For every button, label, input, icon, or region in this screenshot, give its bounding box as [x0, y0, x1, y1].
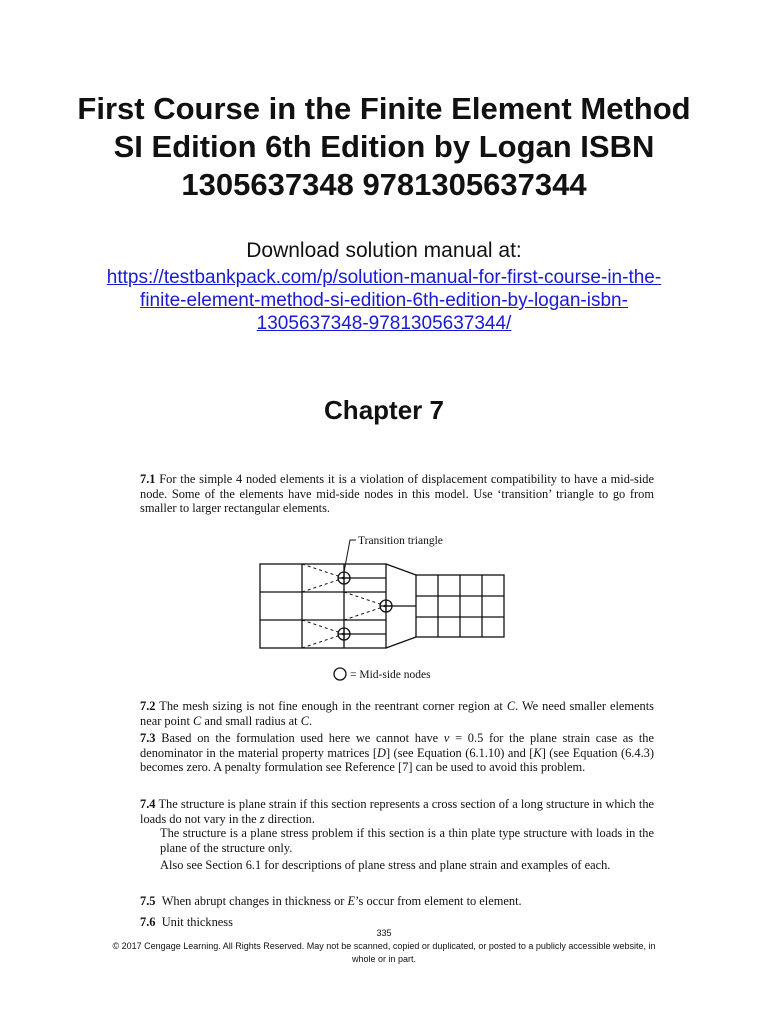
problem-text: The structure is plane strain if this section represents a cross section of a long structure in which the loads do not vary in the — [140, 797, 655, 826]
problem-7-3 — [140, 731, 654, 775]
problem-text: . — [308, 713, 313, 728]
problem-7-1 — [140, 472, 654, 516]
problem-text: Unit thickness — [161, 915, 233, 929]
problem-text: The structure is a plane stress problem if this section is a thin plate type structure with loads in the plane of the structure only. — [160, 826, 654, 855]
problem-text: ] (see Equation (6.4.3) becomes zero. A penalty formulation see Reference [7] can be used to avoid this problem. — [140, 745, 654, 775]
z-direction: z — [259, 811, 265, 826]
mesh-diagram — [250, 528, 510, 688]
problem-text: For the simple 4 noded elements it is a violation of displacement compatibility to have a mid-side node. Some of the elements have mid-side nodes in this model. Use ‘transition’ triangle to go from smaller to larger rectangular elements. — [140, 472, 654, 516]
problem-text: The mesh sizing is not fine enough in the reentrant corner region at — [159, 699, 507, 713]
problem-text: ’s occur from element to element. — [355, 894, 522, 908]
copyright-notice: © 2017 Cengage Learning. All Rights Reserved. May not be scanned, copied or duplicated, or posted to a publicly accessible website, in whole or in part. — [112, 941, 656, 964]
problem-7-2 — [140, 699, 654, 728]
problem-7-5 — [140, 894, 654, 909]
point-c: C — [300, 713, 309, 728]
problem-number: 7.3 — [140, 731, 156, 745]
problem-number: 7.5 — [140, 894, 156, 908]
matrix-k: K — [533, 745, 542, 760]
modulus-e: E — [347, 894, 356, 908]
problem-text: When abrupt changes in thickness or — [161, 894, 348, 908]
point-c: C — [506, 699, 516, 713]
problem-text: . We need smaller elements near point — [140, 699, 655, 728]
problem-text: direction. — [264, 811, 315, 826]
poisson-symbol: ν — [443, 731, 450, 745]
transition-triangle-label: Transition triangle — [358, 535, 443, 547]
solution-manual-link[interactable]: https://testbankpack.com/p/solution-manual-for-first-course-in-the-finite-element-method-si-edition-6th-edition-by-logan-isbn-1305637348-9781305637344/ — [106, 267, 662, 334]
mid-side-node-legend-icon — [334, 668, 346, 680]
legend-text: = Mid-side nodes — [350, 669, 431, 681]
problem-number: 7.1 — [140, 472, 156, 486]
page-number: 335 — [376, 928, 392, 938]
matrix-d: D — [376, 745, 386, 760]
problem-text: ] (see Equation (6.1.10) and [ — [385, 745, 534, 760]
transition-mesh-figure — [250, 528, 510, 688]
problem-text: = 0.5 for the plane strain case as the denominator in the material property matrices [ — [140, 731, 654, 760]
download-caption: Download solution manual at: — [246, 239, 522, 262]
problem-number: 7.6 — [140, 915, 156, 929]
problem-number: 7.4 — [140, 797, 156, 811]
problem-text: Based on the formulation used here we cannot have — [161, 731, 444, 745]
document-title: First Course in the Finite Element Method SI Edition 6th Edition by Logan ISBN 1305637348 9781305637344 — [77, 91, 691, 202]
problem-number: 7.2 — [140, 699, 156, 713]
problem-text: and small radius at — [201, 713, 301, 728]
chapter-heading: Chapter 7 — [324, 395, 444, 425]
problem-7-4 — [140, 797, 654, 873]
problem-text: Also see Section 6.1 for descriptions of plane stress and plane strain and examples of each. — [160, 858, 611, 873]
point-c: C — [193, 713, 202, 728]
